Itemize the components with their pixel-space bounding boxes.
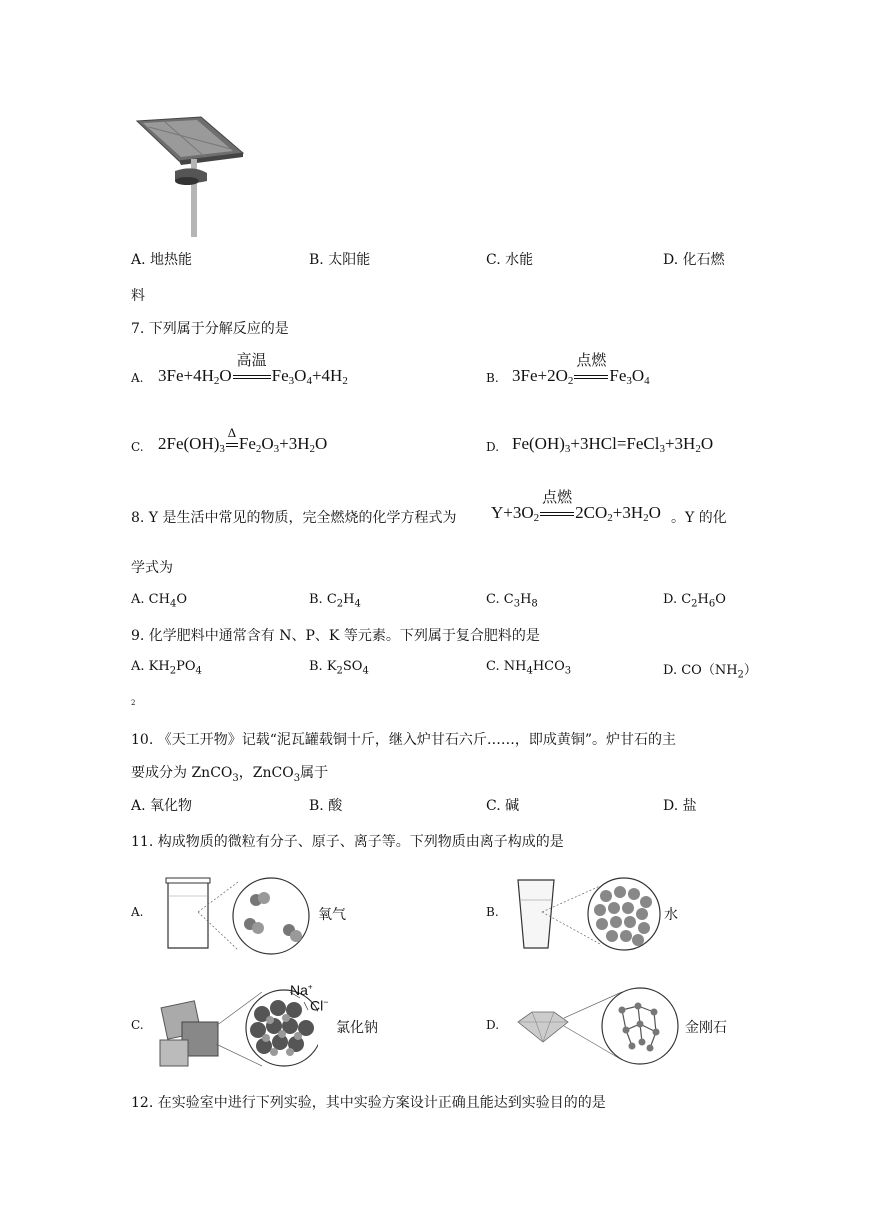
q6-option-b: B. 太阳能 (309, 252, 371, 268)
q7-label-d: D. (486, 440, 500, 454)
q8-equation: $Y+3O_2$ 点燃 $2CO_2+3H_2O$ (491, 503, 661, 524)
q6-option-d-wrap: 料 (131, 288, 145, 304)
q8-condition: 点燃 (542, 490, 573, 506)
q11-label-b: B. (486, 905, 499, 919)
q9-option-d: D. $CO(NH_2)$ (663, 663, 757, 681)
q11-label-a: A. (131, 905, 144, 919)
q11-caption-a: 氧气 (318, 907, 346, 923)
q11-caption-c: 氯化钠 (336, 1020, 378, 1036)
q8-stem-wrap: 学式为 (131, 560, 173, 576)
q8-option-c: C. $C_3H_8$ (486, 592, 538, 610)
q7-stem: 7. 下列属于分解反应的是 (131, 321, 289, 337)
q10-stem-line2: 要成分为 ZnCO$_3$，ZnCO$_3$属于 (131, 765, 329, 784)
q7-a-condition: 高温 (236, 353, 267, 369)
q8-stem: 8. Y 是生活中常见的物质，完全燃烧的化学方程式为 (131, 510, 457, 526)
q10-stem-line1: 10. 《天工开物》记载“泥瓦罐载铜十斤，继入炉甘石六斤……，即成黄铜”。炉甘石的主 (131, 732, 677, 748)
solar-street-lamp-image (135, 115, 245, 237)
q9-option-a: A. $KH_2PO_4$ (131, 659, 202, 677)
q7-c-condition: Δ (227, 425, 237, 440)
q11-caption-b: 水 (664, 907, 678, 923)
q9-option-b: B. $K_2SO_4$ (309, 659, 369, 677)
q11-label-c: C. (131, 1018, 144, 1032)
diamond-structure-diagram (514, 984, 684, 1066)
q12-stem: 12. 在实验室中进行下列实验，其中实验方案设计正确且能达到实验目的的是 (131, 1095, 606, 1111)
water-molecule-diagram (514, 872, 664, 956)
q11-stem: 11. 构成物质的微粒有分子、原子、离子等。下列物质由离子构成的是 (131, 834, 564, 850)
q6-option-d: D. 化石燃 (663, 252, 725, 268)
q6-option-c: C. 水能 (486, 252, 534, 268)
q8-stem-tail: 。Y 的化 (671, 510, 727, 526)
q7-equation-b: $3Fe+2O_2$ 点燃 $Fe_3O_4$ (512, 366, 650, 387)
q10-option-d: D. 盐 (663, 798, 697, 814)
chloride-ion-label: Cl− (310, 997, 329, 1014)
q10-option-c: C. 碱 (486, 798, 520, 814)
q9-option-c: C. $NH_4HCO_3$ (486, 659, 572, 677)
q10-option-a: A. 氧化物 (131, 798, 193, 814)
q8-option-d: D. $C_2H_6O$ (663, 592, 726, 610)
q11-caption-d: 金刚石 (685, 1020, 727, 1036)
q8-option-b: B. $C_2H_4$ (309, 592, 361, 610)
sodium-ion-label: Na+ (290, 982, 313, 998)
q8-option-a: A. $CH_4O$ (131, 592, 187, 610)
q10-option-b: B. 酸 (309, 798, 343, 814)
q7-label-a: A. (131, 371, 144, 385)
q9-option-d-wrap: 2 (131, 699, 136, 707)
q7-equation-d: $Fe(OH)_3+3HCl=FeCl_3+3H_2O$ (512, 434, 714, 455)
oxygen-molecule-diagram (158, 872, 318, 956)
q7-equation-c: $2Fe(OH)_3$ Δ $Fe_2O_3+3H_2O$ (158, 425, 328, 455)
q7-equation-a: $3Fe+4H_2O$ 高温 $Fe_3O_4+4H_2$ (158, 366, 348, 387)
q9-stem: 9. 化学肥料中通常含有 N、P、K 等元素。下列属于复合肥料的是 (131, 628, 540, 644)
q7-label-c: C. (131, 440, 144, 454)
q7-label-b: B. (486, 371, 499, 385)
q7-b-condition: 点燃 (576, 353, 607, 369)
q6-option-a: A. 地热能 (131, 252, 193, 268)
q11-label-d: D. (486, 1018, 500, 1032)
